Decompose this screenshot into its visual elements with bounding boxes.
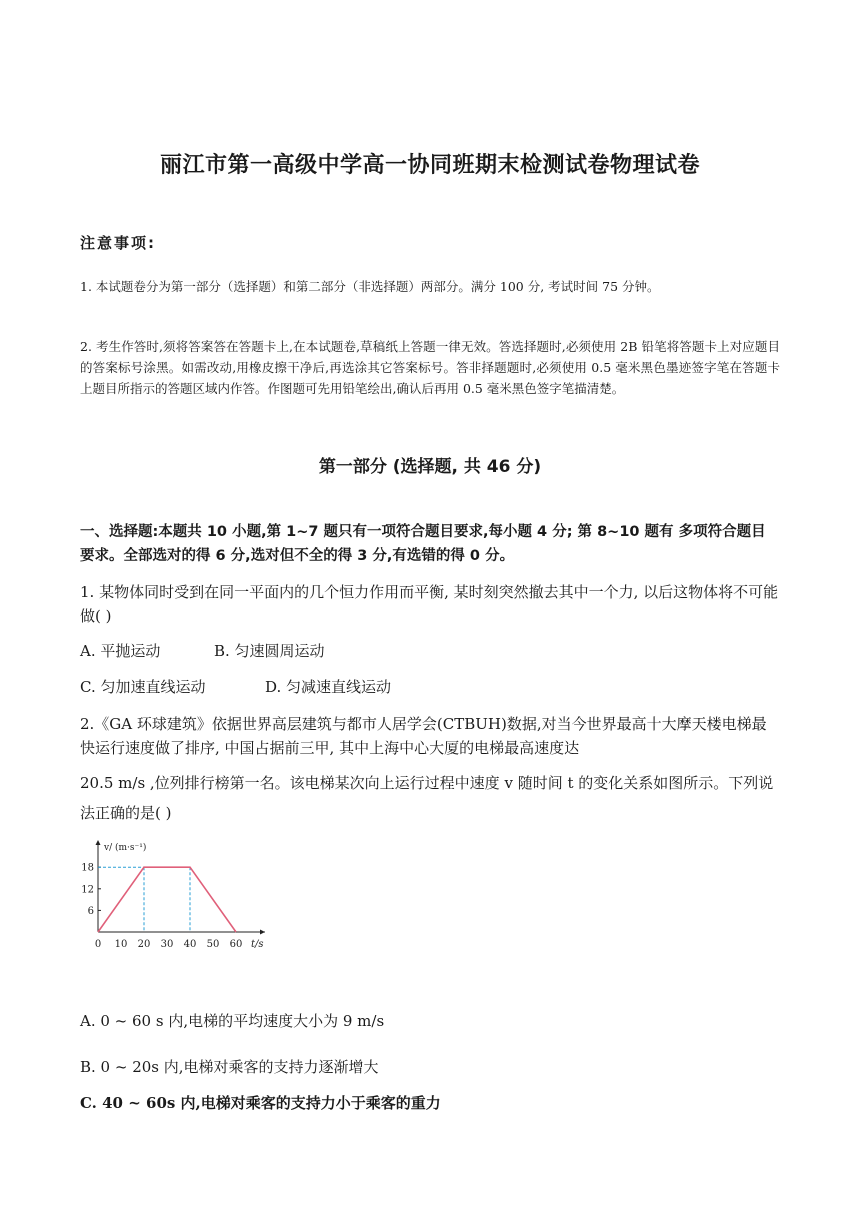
y-tick-label: 18 <box>81 862 94 874</box>
question-2-stem-part1: 2.《GA 环球建筑》依据世界高层建筑与都市人居学会(CTBUH)数据,对当今世界最高十大摩天楼电梯最快运行速度做了排序, 中国占据前三甲, 其中上海中心大厦的电梯最高速度达 <box>80 715 767 757</box>
q2-option-c: C. 40 ~ 60s 内,电梯对乘客的支持力小于乘客的重力 <box>80 1094 441 1112</box>
q2-option-a: A. 0 ~ 60 s 内,电梯的平均速度大小为 9 m/s <box>80 1012 385 1030</box>
y-axis-label: v/ (m·s⁻¹) <box>104 843 147 853</box>
part-heading: 第一部分 (选择题, 共 46 分) <box>318 457 542 477</box>
q1-option-c: C. 匀加速直线运动 <box>80 678 206 696</box>
x-tick-label: 10 <box>114 939 128 950</box>
q1-option-a: A. 平抛运动 <box>80 642 161 660</box>
y-axis-arrow <box>96 840 101 845</box>
q1-option-b: B. 匀速圆周运动 <box>214 642 325 660</box>
x-axis-arrow <box>260 930 265 935</box>
x-tick-label: 0 <box>94 939 102 950</box>
question-2-stem-part2: 20.5 m/s ,位列排行榜第一名。该电梯某次向上运行过程中速度 v 随时间 t 的变化关系如图所示。下列说法正确的是( ) <box>80 774 774 822</box>
y-tick-label: 6 <box>87 905 94 917</box>
x-tick-label: 50 <box>206 939 220 950</box>
x-tick-label: 40 <box>183 939 197 950</box>
q1-option-d: D. 匀减速直线运动 <box>265 678 392 696</box>
notice-item-1: 1. 本试题卷分为第一部分（选择题）和第二部分（非选择题）两部分。满分 100 分, 考试时间 75 分钟。 <box>80 279 660 294</box>
velocity-line <box>98 867 236 932</box>
x-axis-label: t/s <box>251 939 264 950</box>
notice-heading: 注意事项: <box>80 234 156 252</box>
x-tick-label: 20 <box>137 939 151 950</box>
notice-item-2: 2. 考生作答时,须将答案答在答题卡上,在本试题卷,草稿纸上答题一律无效。答选择题时,必须使用 2B 铅笔将答题卡上对应题目的答案标号涂黑。如需改动,用橡皮擦干净后,再选涂其它答案标号。答非择题题时,必须使用 0.5 毫米黑色墨迹签字笔在答题卡上题目所指示的答题区域内作答。作图题可先用铅笔绘出,确认后再用 0.5 毫米黑色签字笔描清楚。 <box>80 339 780 396</box>
x-tick-label: 30 <box>160 939 174 950</box>
section-heading: 一、选择题:本题共 10 小题,第 1~7 题只有一项符合题目要求,每小题 4 分; 第 8~10 题有 多项符合题目要求。全部选对的得 6 分,选对但不全的得 3 分,有选错的得 0 分。 <box>80 524 766 564</box>
y-tick-label: 12 <box>81 884 94 896</box>
velocity-time-graph <box>80 836 280 952</box>
question-1-stem: 1. 某物体同时受到在同一平面内的几个恒力作用而平衡, 某时刻突然撤去其中一个力, 以后这物体将不可能做( ) <box>80 583 779 625</box>
page-title: 丽江市第一高级中学高一协同班期末检测试卷物理试卷 <box>159 153 700 178</box>
q2-option-b: B. 0 ~ 20s 内,电梯对乘客的支持力逐渐增大 <box>80 1058 379 1076</box>
x-tick-label: 60 <box>229 939 243 950</box>
